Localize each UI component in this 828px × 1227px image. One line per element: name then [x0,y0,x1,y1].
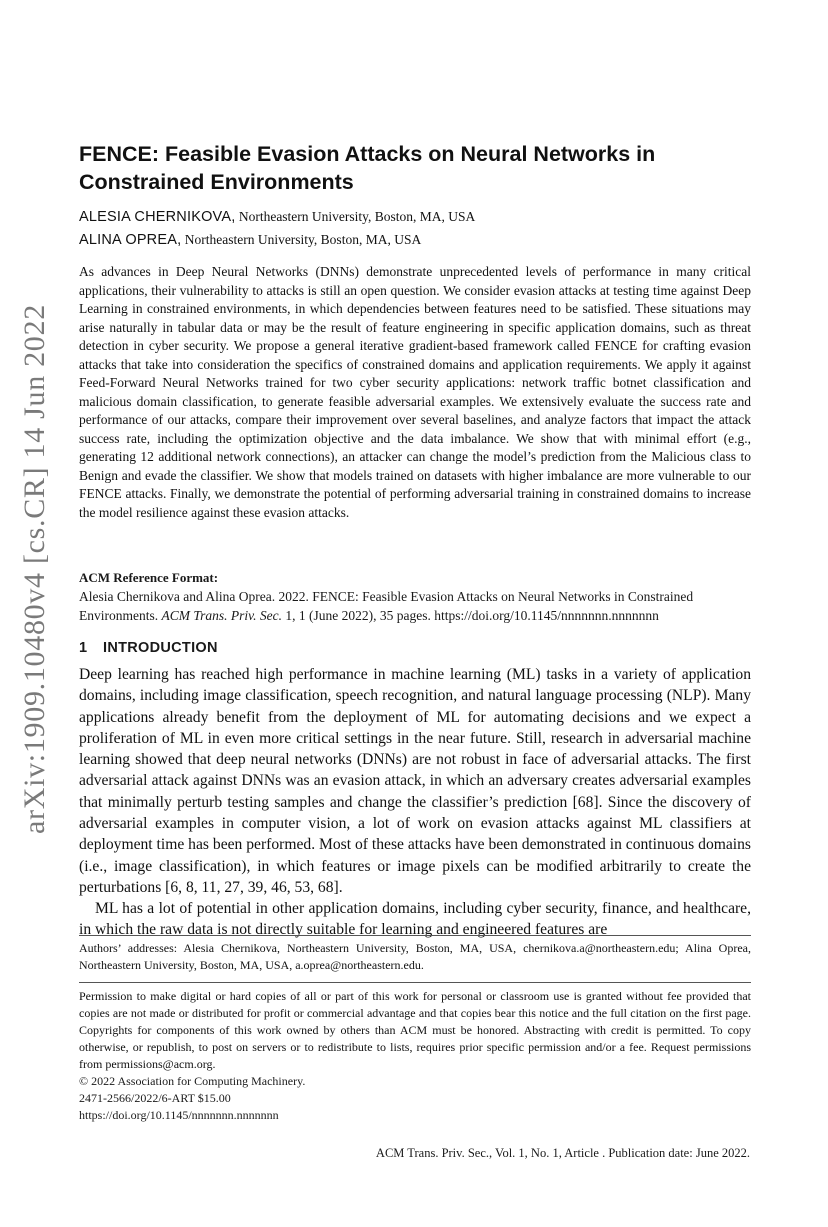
issn-line: 2471-2566/2022/6-ART $15.00 [79,1091,231,1105]
section-heading [79,640,218,656]
page-footer: ACM Trans. Priv. Sec., Vol. 1, No. 1, Article . Publication date: June 2022. [375,1146,750,1160]
paper-title: FENCE: Feasible Evasion Attacks on Neural Networks in Constrained Environments [79,142,656,194]
author-name: ALESIA CHERNIKOVA, [79,209,236,225]
author-line [79,209,475,225]
acm-reference-details: 1, 1 (June 2022), 35 pages. https://doi.org/10.1145/nnnnnnn.nnnnnnn [282,607,659,623]
intro-paragraph: ML has a lot of potential in other application domains, including cyber security, finance, and healthcare, in which the raw data is not directly suitable for learning and engineered features are [79,900,751,939]
acm-reference-heading: ACM Reference Format: [79,570,219,585]
intro-paragraph: Deep learning has reached high performance in machine learning (ML) tasks in a variety of application domains, including image classification, speech recognition, and natural language processing (NLP). Many applications already benefit from the deployment of ML for automating decisions and we expect a proliferation of ML in even more critical settings in the near future. Still, research in adversarial machine learning showed that deep neural networks (DNNs) are not robust in face of adversarial attacks. The first adversarial attack against DNNs was an evasion attack, in which an adversary creates adversarial examples that minimally perturb testing samples and change the classifier’s prediction [68]. Since the discovery of adversarial examples in computer vision, a lot of work on evasion attacks against ML classifiers at deployment time has been performed. Most of these attacks have been demonstrated in continuous domains (i.e., image classification), in which features or image pixels can be modified arbitrarily to create the perturbations [6, 8, 11, 27, 39, 46, 53, 68]. [79,666,751,896]
copyright-line: © 2022 Association for Computing Machinery. [79,1074,306,1088]
footnote-divider [79,935,751,936]
permission-divider [79,982,751,983]
section-title: INTRODUCTION [103,640,218,656]
section-number: 1 [79,640,88,656]
author-line [79,232,421,248]
acm-reference-citation: Alesia Chernikova and Alina Oprea. 2022. FENCE: Feasible Evasion Attacks on Neural Networks in Constrained Environments. [79,589,694,623]
permission-notice: Permission to make digital or hard copies of all or part of this work for personal or classroom use is granted without fee provided that copies are not made or distributed for profit or commercial advantage and that copies bear this notice and the full citation on the first page. Copyrights for components of this work owned by others than ACM must be honored. Abstracting with credit is permitted. To copy otherwise, or republish, to post on servers or to redistribute to lists, requires prior specific permission and/or a fee. Request permissions from permissions@acm.org. [79,989,751,1071]
acm-reference-journal: ACM Trans. Priv. Sec. [161,607,282,623]
author-affiliation: Northeastern University, Boston, MA, USA [235,209,476,224]
acm-reference-text [79,588,751,625]
abstract: As advances in Deep Neural Networks (DNNs) demonstrate unprecedented levels of performance in many critical applications, their vulnerability to attacks is still an open question. We consider evasion attacks at testing time against Deep Learning in constrained environments, in which dependencies between features need to be satisfied. These situations may arise naturally in tabular data or may be the result of feature engineering in specific application domains, such as threat detection in cyber security. We propose a general iterative gradient-based framework called FENCE for crafting evasion attacks that take into consideration the specifics of constrained domains and application requirements. We apply it against Feed-Forward Neural Networks trained for two cyber security applications: network traffic botnet classification and malicious domain classification, to generate feasible adversarial examples. We extensively evaluate the success rate and performance of our attacks, compare their improvement over several baselines, and analyze factors that impact the attack success rate, including the optimization objective and the data imbalance. We show that with minimal effort (e.g., generating 12 additional network connections), an attacker can change the model’s prediction from the Malicious class to Benign and evade the classifier. We show that models trained on datasets with higher imbalance are more vulnerable to our FENCE attacks. Finally, we demonstrate the potential of performing adversarial training in constrained domains to increase the model resilience against these evasion attacks. [79,264,751,520]
author-name: ALINA OPREA, [79,232,182,248]
authors-address: Authors’ addresses: Alesia Chernikova, Northeastern University, Boston, MA, USA, chernikova.a@northeastern.edu; Alina Oprea, Northeastern University, Boston, MA, USA, a.oprea@northeastern.edu. [79,941,751,972]
doi-link[interactable]: https://doi.org/10.1145/nnnnnnn.nnnnnnn [79,1108,279,1122]
author-affiliation: Northeastern University, Boston, MA, USA [181,232,422,247]
arxiv-identifier: arXiv:1909.10480v4 [cs.CR] 14 Jun 2022 [18,304,51,834]
